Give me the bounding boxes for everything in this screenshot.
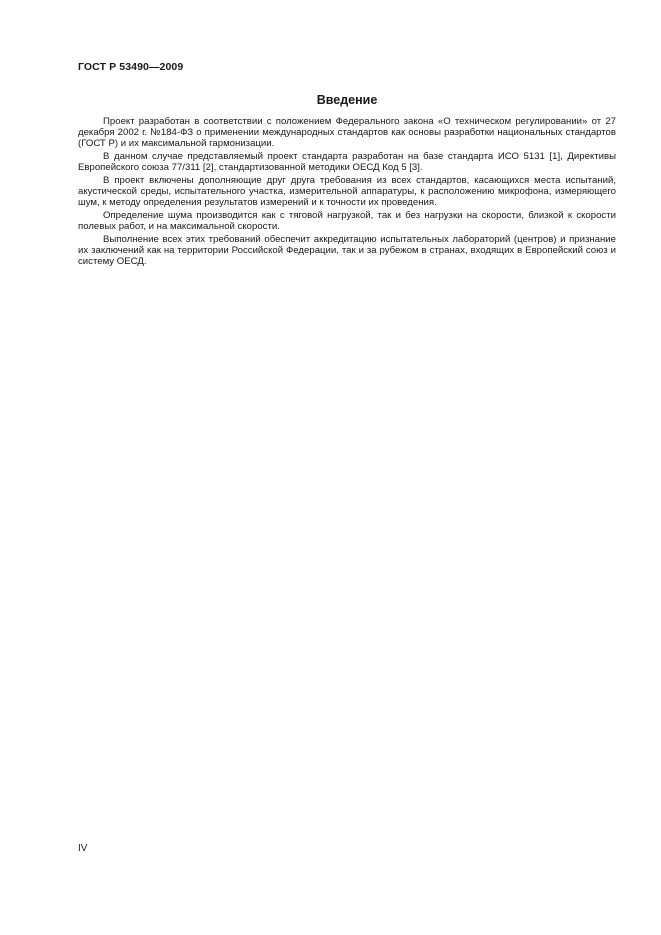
- page-number: IV: [78, 843, 88, 854]
- paragraph-5: Выполнение всех этих требований обеспечит аккредитацию испытательных лабораторий (центров) и признание их заключений как на территории Российской Федерации, так и за рубежом в странах, входящих в Европейский союз и систему ОЕСД.: [78, 233, 616, 267]
- paragraph-1: Проект разработан в соответствии с положением Федерального закона «О техническом регулировании» от 27 декабря 2002 г. №184-ФЗ о применении международных стандартов как основы разработки национальных стандартов (ГОСТ Р) и их максимальной гармонизации.: [78, 116, 616, 150]
- paragraph-3: В проект включены дополняющие друг друга требования из всех стандартов, касающихся места испытаний, акустической среды, испытательного участка, измерительной аппаратуры, к расположению микрофона, измеряющего шум, к методу определения результатов измерений и к точности их проведения.: [78, 174, 616, 209]
- paragraph-4: Определение шума производится как с тяговой нагрузкой, так и без нагрузки на скорости, близкой к скорости полевых работ, и на максимальной скорости.: [78, 209, 616, 232]
- body-text: [78, 116, 616, 269]
- document-header: ГОСТ Р 53490—2009: [78, 61, 184, 73]
- section-title: Введение: [316, 93, 378, 107]
- paragraph-2: В данном случае представляемый проект стандарта разработан на базе стандарта ИСО 5131 [1], Директивы Европейского союза 77/311 [2], стандартизованной методики ОЕСД Код 5 [3].: [78, 150, 616, 174]
